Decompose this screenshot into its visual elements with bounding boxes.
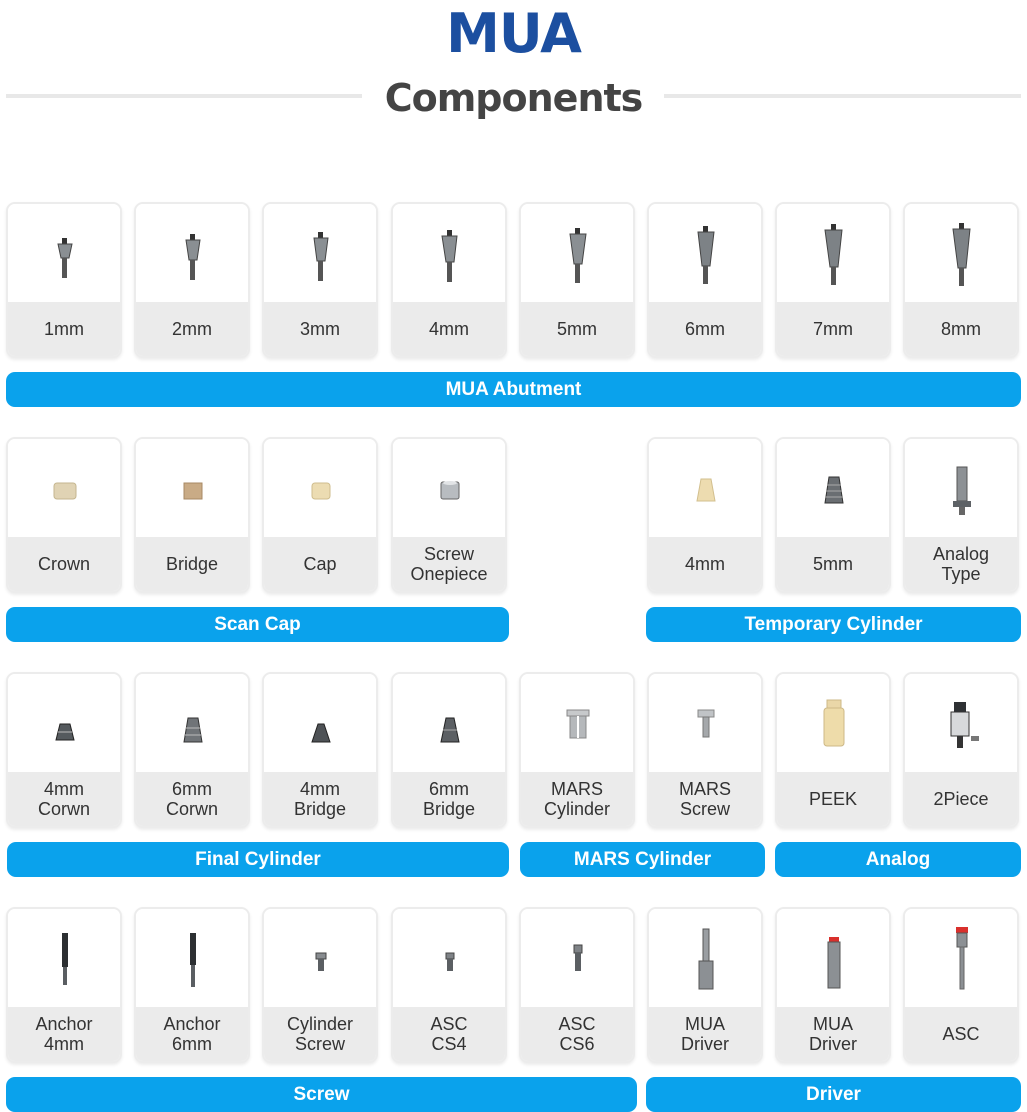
product-card-final-cylinder-6mm-crown[interactable]	[134, 672, 250, 828]
temporary-cylinder-5mm-icon	[777, 439, 889, 537]
product-card-asc-cs4[interactable]	[391, 907, 507, 1063]
category-bar-temporary-cylinder: Temporary Cylinder	[646, 607, 1021, 642]
product-card-abutment-5mm[interactable]	[519, 202, 635, 358]
abutment-icon	[905, 204, 1017, 302]
product-card-label: 2mm	[172, 319, 212, 339]
product-card-label: 6mm Bridge	[422, 779, 476, 819]
category-bar-final-cylinder: Final Cylinder	[7, 842, 509, 877]
product-card-mua-driver-2[interactable]	[775, 907, 891, 1063]
product-card-final-cylinder-6mm-bridge[interactable]	[391, 672, 507, 828]
product-card-label: 4mm Bridge	[293, 779, 347, 819]
product-card-abutment-2mm[interactable]	[134, 202, 250, 358]
driver-icon	[777, 909, 889, 1007]
product-card-scan-cap[interactable]	[262, 437, 378, 593]
mars-screw-icon	[649, 674, 761, 772]
product-card-mars-cylinder[interactable]	[519, 672, 635, 828]
product-card-label: PEEK	[808, 789, 858, 809]
page-title: MUA	[446, 2, 581, 65]
product-card-abutment-4mm[interactable]	[391, 202, 507, 358]
product-card-label: 1mm	[44, 319, 84, 339]
product-card-label: ASC CS4	[430, 1014, 468, 1054]
header-divider-right	[664, 94, 1021, 98]
product-card-label: Bridge	[165, 554, 219, 574]
product-card-label: 3mm	[300, 319, 340, 339]
product-card-label: Anchor 6mm	[163, 1014, 221, 1054]
product-card-label: 5mm	[813, 554, 853, 574]
anchor-screw-icon	[136, 909, 248, 1007]
category-bar-mars-cylinder: MARS Cylinder	[520, 842, 765, 877]
product-card-label: Screw Onepiece	[410, 544, 488, 584]
product-card-label: Analog Type	[932, 544, 990, 584]
peek-analog-icon	[777, 674, 889, 772]
product-card-mars-screw[interactable]	[647, 672, 763, 828]
category-bar-driver: Driver	[646, 1077, 1021, 1112]
product-card-label: MARS Cylinder	[543, 779, 611, 819]
scan-cap-screw-icon	[393, 439, 505, 537]
product-card-temporary-cylinder-5mm[interactable]	[775, 437, 891, 593]
product-card-label: 4mm	[429, 319, 469, 339]
product-card-asc-cs6[interactable]	[519, 907, 635, 1063]
product-card-label: Cylinder Screw	[286, 1014, 354, 1054]
product-card-label: 6mm Corwn	[165, 779, 218, 819]
product-card-label: MUA Driver	[681, 1014, 729, 1054]
product-card-label: 8mm	[941, 319, 981, 339]
temporary-cylinder-4mm-icon	[649, 439, 761, 537]
page-subtitle: Components	[384, 76, 643, 120]
product-card-label: ASC	[942, 1024, 980, 1044]
product-card-final-cylinder-4mm-crown[interactable]	[6, 672, 122, 828]
product-card-scan-cap-crown[interactable]	[6, 437, 122, 593]
analog-type-icon	[905, 439, 1017, 537]
product-card-label: MARS Screw	[678, 779, 731, 819]
product-card-label: 7mm	[813, 319, 853, 339]
category-bar-analog: Analog	[775, 842, 1021, 877]
category-bar-scan-cap: Scan Cap	[6, 607, 509, 642]
product-card-final-cylinder-4mm-bridge[interactable]	[262, 672, 378, 828]
abutment-icon	[136, 204, 248, 302]
asc-screw-icon	[521, 909, 633, 1007]
final-cylinder-icon	[136, 674, 248, 772]
final-cylinder-icon	[8, 674, 120, 772]
product-card-anchor-4mm[interactable]	[6, 907, 122, 1063]
product-card-label: Crown	[37, 554, 90, 574]
abutment-icon	[393, 204, 505, 302]
abutment-icon	[777, 204, 889, 302]
product-card-abutment-6mm[interactable]	[647, 202, 763, 358]
driver-icon	[649, 909, 761, 1007]
abutment-icon	[8, 204, 120, 302]
product-card-abutment-7mm[interactable]	[775, 202, 891, 358]
final-cylinder-bridge-icon	[393, 674, 505, 772]
asc-driver-icon	[905, 909, 1017, 1007]
abutment-icon	[521, 204, 633, 302]
product-card-label: Cap	[303, 554, 337, 574]
product-card-analog-peek[interactable]	[775, 672, 891, 828]
product-card-analog-2piece[interactable]	[903, 672, 1019, 828]
product-card-abutment-3mm[interactable]	[262, 202, 378, 358]
product-card-abutment-8mm[interactable]	[903, 202, 1019, 358]
anchor-screw-icon	[8, 909, 120, 1007]
asc-screw-icon	[393, 909, 505, 1007]
mars-cylinder-icon	[521, 674, 633, 772]
product-card-temporary-cylinder-4mm[interactable]	[647, 437, 763, 593]
category-bar-screw: Screw	[6, 1077, 637, 1112]
product-card-label: 2Piece	[933, 789, 989, 809]
scan-cap-bridge-icon	[136, 439, 248, 537]
product-card-abutment-1mm[interactable]	[6, 202, 122, 358]
product-card-asc-driver[interactable]	[903, 907, 1019, 1063]
product-card-label: ASC CS6	[558, 1014, 596, 1054]
product-card-label: MUA Driver	[809, 1014, 857, 1054]
two-piece-analog-icon	[905, 674, 1017, 772]
cylinder-screw-icon	[264, 909, 376, 1007]
product-card-scan-cap-bridge[interactable]	[134, 437, 250, 593]
abutment-icon	[649, 204, 761, 302]
product-card-label: 4mm Corwn	[37, 779, 90, 819]
product-card-analog-type[interactable]	[903, 437, 1019, 593]
category-bar-mua-abutment: MUA Abutment	[6, 372, 1021, 407]
final-cylinder-bridge-icon	[264, 674, 376, 772]
product-card-label: 4mm	[685, 554, 725, 574]
product-card-cylinder-screw[interactable]	[262, 907, 378, 1063]
scan-cap-crown-icon	[8, 439, 120, 537]
product-card-label: Anchor 4mm	[35, 1014, 93, 1054]
product-card-scan-cap-screw-onepiece[interactable]	[391, 437, 507, 593]
scan-cap-icon	[264, 439, 376, 537]
product-card-label: 6mm	[685, 319, 725, 339]
product-card-mua-driver-1[interactable]	[647, 907, 763, 1063]
product-card-label: 5mm	[557, 319, 597, 339]
product-card-anchor-6mm[interactable]	[134, 907, 250, 1063]
abutment-icon	[264, 204, 376, 302]
